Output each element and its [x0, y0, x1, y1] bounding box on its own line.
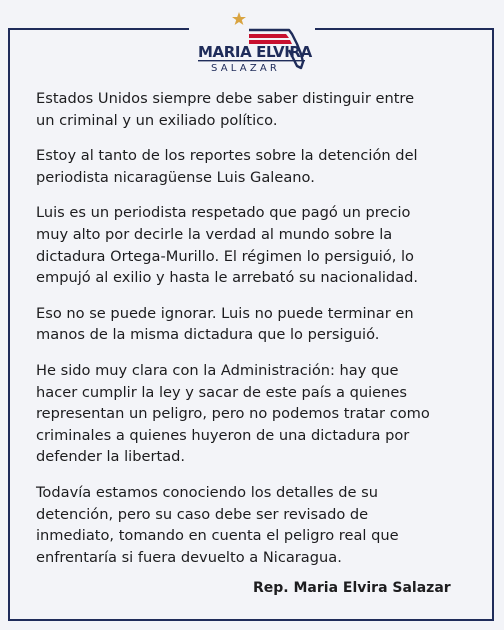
- paragraph-line: criminales a quienes huyeron de una dictadura por: [36, 426, 410, 444]
- paragraph-line: Eso no se puede ignorar. Luis no puede terminar en: [36, 304, 414, 322]
- paragraph-line: defender la libertad.: [36, 448, 186, 466]
- paragraph-line: empujó al exilio y hasta le arrebató su nacionalidad.: [36, 269, 419, 287]
- paragraph-line: un criminal y un exiliado político.: [36, 111, 278, 129]
- statement-body: [36, 88, 486, 582]
- paragraph-line: manos de la misma dictadura que lo persiguió.: [36, 326, 380, 344]
- paragraph-line: Luis es un periodista respetado que pagó un precio: [36, 204, 411, 222]
- paragraph: [36, 202, 486, 288]
- paragraph: [36, 88, 486, 131]
- paragraph: [36, 303, 486, 346]
- paragraph-line: detención, pero su caso debe ser revisado de: [36, 505, 369, 523]
- paragraph-line: representan un peligro, pero no podemos tratar como: [36, 405, 430, 423]
- paragraph-line: Estoy al tanto de los reportes sobre la detención del: [36, 147, 418, 165]
- paragraph: [36, 360, 486, 468]
- logo: [189, 10, 315, 74]
- paragraph-line: periodista nicaragüense Luis Galeano.: [36, 168, 315, 186]
- signature: Rep. Maria Elvira Salazar: [253, 580, 451, 596]
- paragraph-line: inmediato, tomando en cuenta el peligro real que: [36, 527, 399, 545]
- paragraph-line: He sido muy clara con la Administración: hay que: [36, 361, 399, 379]
- paragraph-line: muy alto por decirle la verdad al mundo sobre la: [36, 225, 393, 243]
- paragraph-line: Estados Unidos siempre debe saber distinguir entre: [36, 90, 415, 107]
- logo-name: MARIA ELVIRA: [198, 43, 312, 61]
- paragraph-line: dictadura Ortega-Murillo. El régimen lo persiguió, lo: [36, 247, 414, 265]
- paragraph: [36, 145, 486, 188]
- paragraph-line: hacer cumplir la ley y sacar de este país a quienes: [36, 383, 407, 401]
- star-icon: [232, 12, 246, 25]
- paragraph: [36, 482, 486, 568]
- paragraph-line: Todavía estamos conociendo los detalles de su: [36, 483, 378, 501]
- paragraph-line: enfrentaría si fuera devuelto a Nicaragua.: [36, 548, 342, 566]
- flag-stripes-icon: [249, 34, 289, 38]
- logo-surname: SALAZAR: [211, 63, 281, 74]
